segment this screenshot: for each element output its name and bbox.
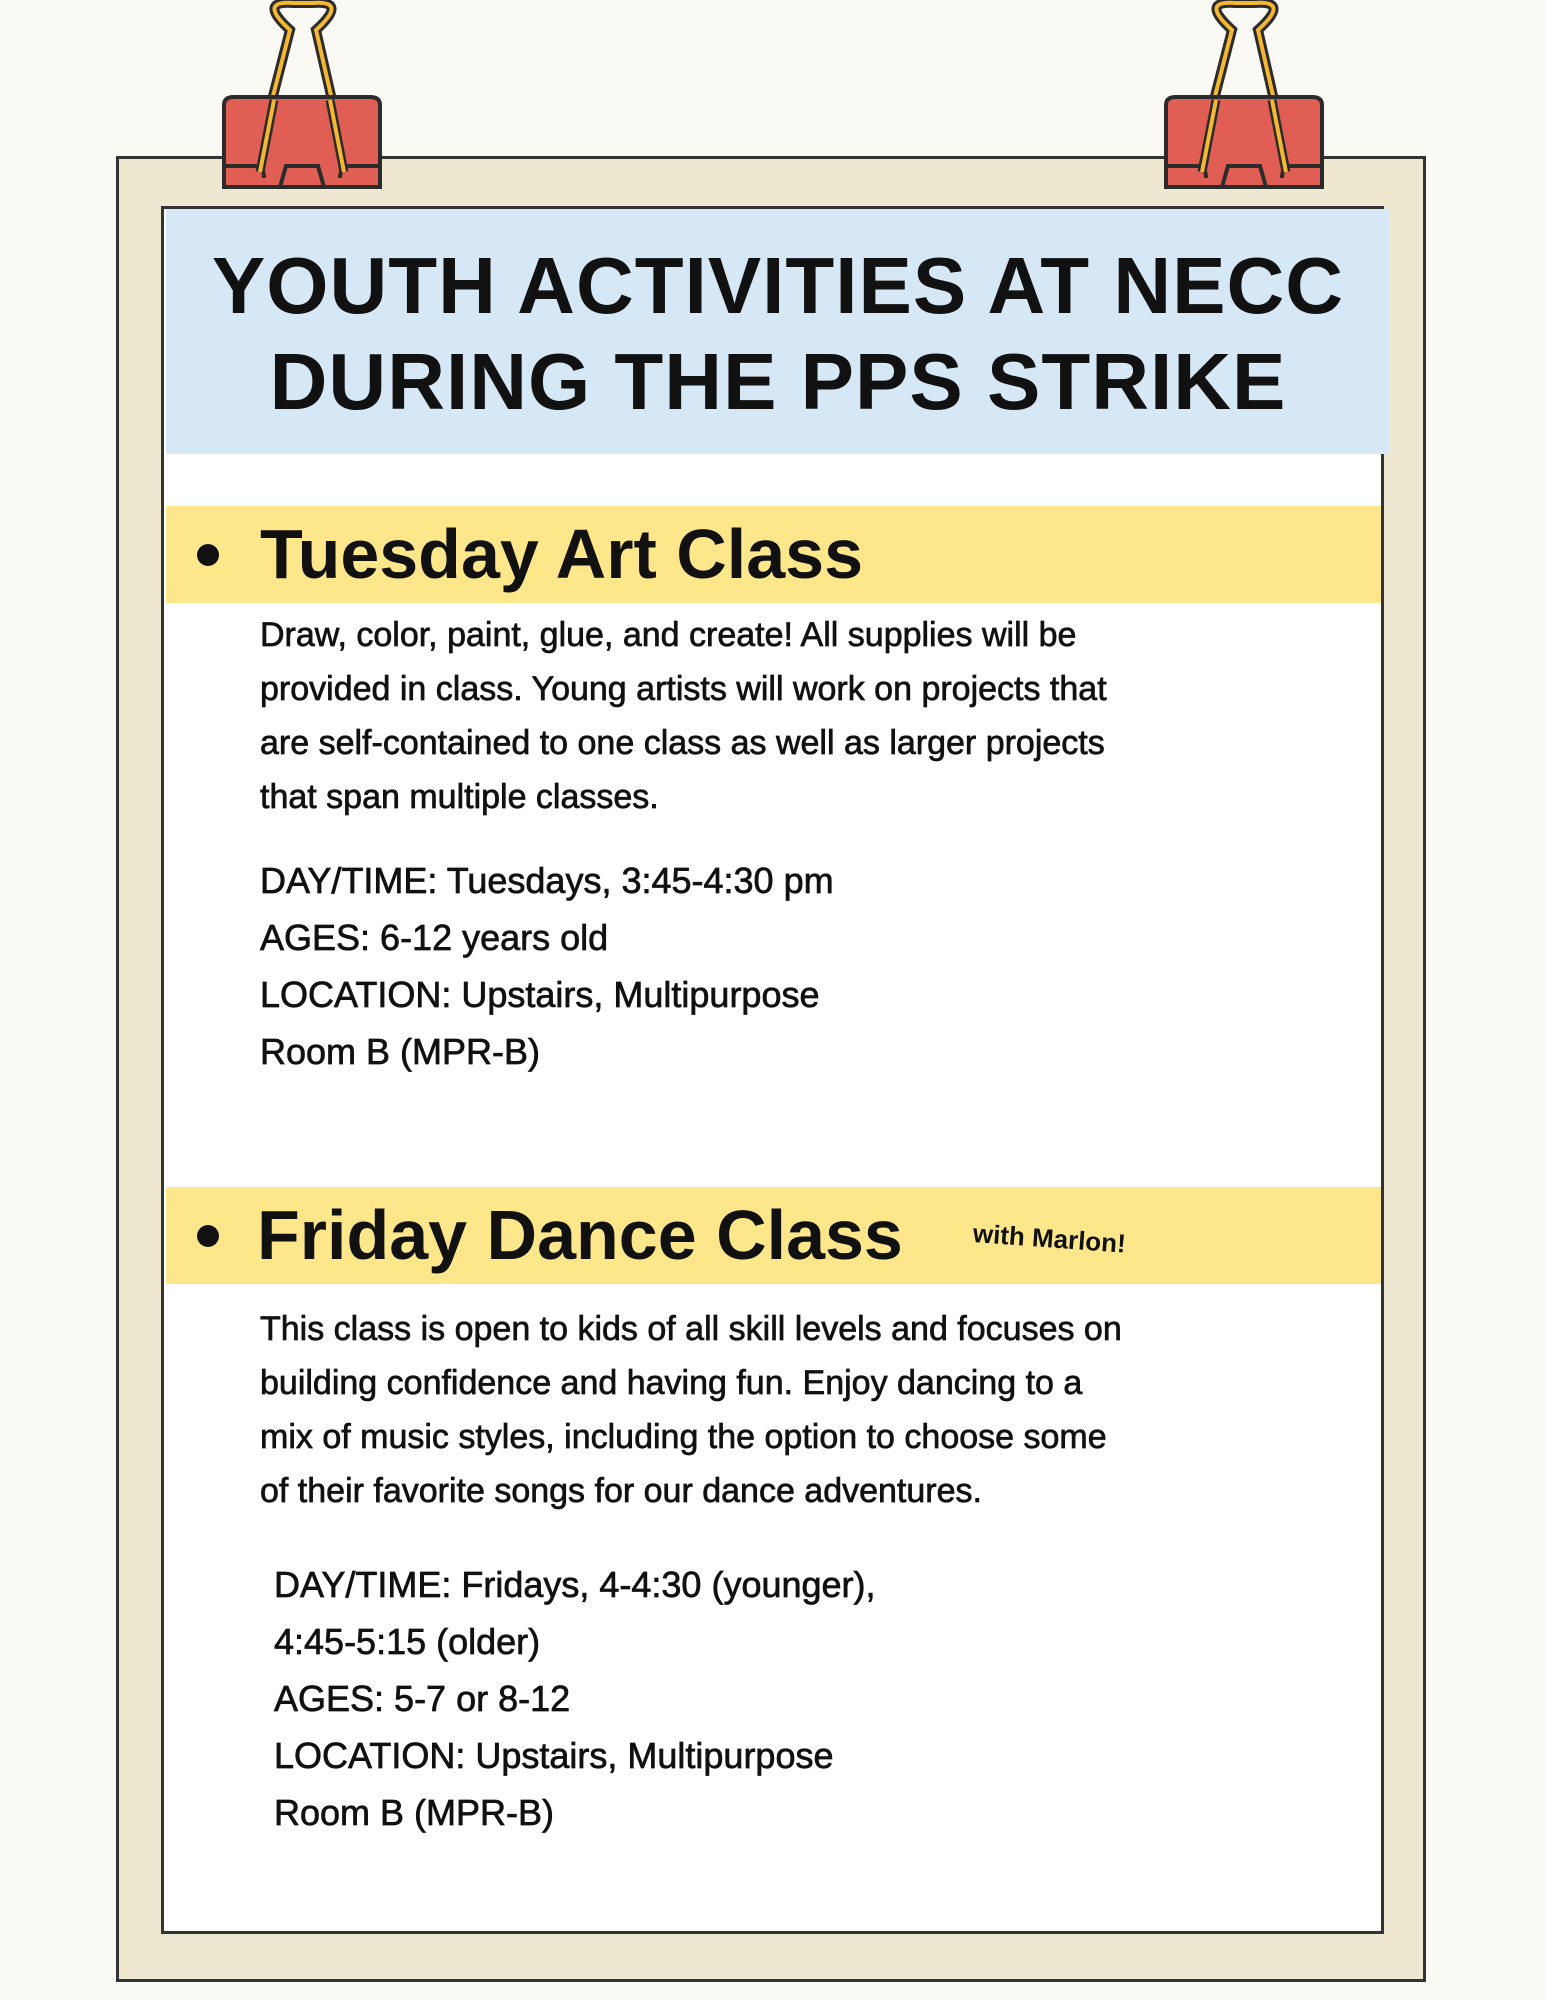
bullet-icon — [197, 1225, 219, 1247]
binder-clip-icon — [1154, 0, 1334, 190]
art-details: DAY/TIME: Tuesdays, 3:45-4:30 pm AGES: 6-12 years old LOCATION: Upstairs, Multipurpose Room B (MPR-B) — [260, 860, 834, 1072]
dance-description: This class is open to kids of all skill levels and focuses on building confidence and having fun. Enjoy dancing to a mix of music styles, including the option to choose some of their favorite songs for our dance adventures. — [260, 1310, 1122, 1510]
binder-clip-icon — [212, 0, 392, 190]
instructor-note: with Marlon! — [971, 1218, 1127, 1259]
section-heading-art: Tuesday Art Class — [260, 515, 863, 593]
dance-details: DAY/TIME: Fridays, 4-4:30 (younger), 4:45-5:15 (older) AGES: 5-7 or 8-12 LOCATION: Upstairs, Multipurpose Room B (MPR-B) — [274, 1564, 876, 1833]
page-title: YOUTH ACTIVITIES AT NECC DURING THE PPS STRIKE — [211, 241, 1345, 426]
bullet-icon — [197, 544, 219, 566]
section-heading-dance: Friday Dance Class — [257, 1196, 903, 1274]
art-description: Draw, color, paint, glue, and create! All supplies will be provided in class. Young artists will work on projects that are self-contained to one class as well as larger projects that span multiple classes. — [260, 616, 1107, 816]
